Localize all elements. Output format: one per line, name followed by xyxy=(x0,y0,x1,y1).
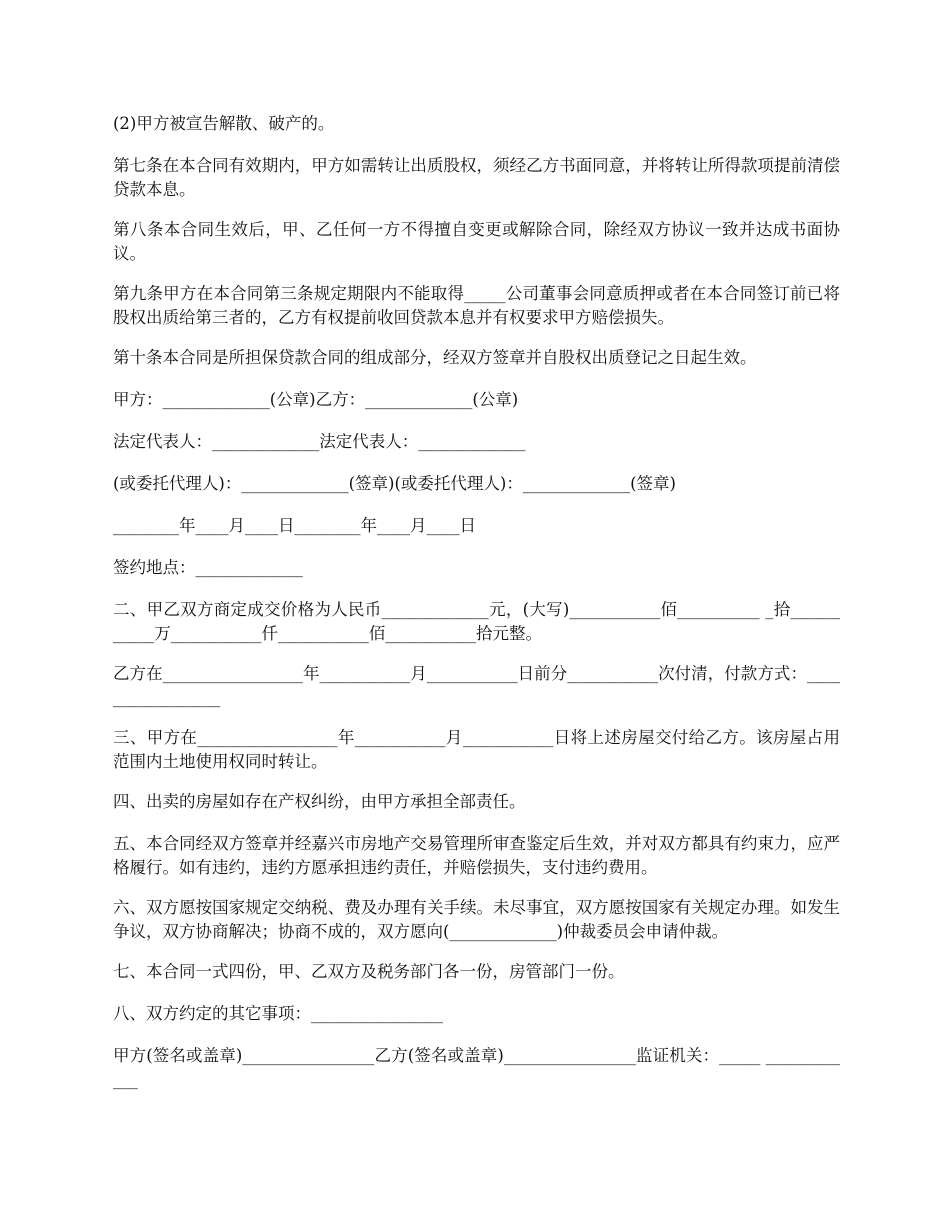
section-2-price: 二、甲乙双方商定成交价格为人民币_____________元，(大写)___________佰__________ _拾___________万___________仟___________佰___________拾元整。 xyxy=(113,600,840,643)
legal-representative-line: 法定代表人：_____________法定代表人：_____________ xyxy=(113,432,526,451)
clause-article-9: 第九条甲方在本合同第三条规定期限内不能取得_____公司董事会同意质押或者在本合同签订前已将股权出质给第三者的，乙方有权提前收回贷款本息并有权要求甲方赔偿损失。 xyxy=(113,284,840,327)
clause-article-10: 第十条本合同是所担保贷款合同的组成部分，经双方签章并自股权出质登记之日起生效。 xyxy=(113,348,757,367)
date-line: ________年____月____日________年____月____日 xyxy=(113,516,476,535)
party-seal-line: 甲方：_____________(公章)乙方：_____________(公章) xyxy=(113,390,519,409)
section-4-dispute: 四、出卖的房屋如存在产权纠纷，由甲方承担全部责任。 xyxy=(113,792,526,811)
clause-article-8: 第八条本合同生效后，甲、乙任何一方不得擅自变更或解除合同，除经双方协议一致并达成书面协议。 xyxy=(113,220,840,263)
signature-line: 甲方(签名或盖章)________________乙方(签名或盖章)________________监证机关：_____ ____________ xyxy=(113,1046,840,1089)
signing-place-line: 签约地点：_____________ xyxy=(113,558,303,577)
section-5-effect: 五、本合同经双方签章并经嘉兴市房地产交易管理所审查鉴定后生效，并对双方都具有约束力，应严格履行。如有违约，违约方愿承担违约责任，并赔偿损失，支付违约费用。 xyxy=(113,834,840,877)
section-6-taxes-arbitration: 六、双方愿按国家规定交纳税、费及办理有关手续。未尽事宜，双方愿按国家有关规定办理。如发生争议，双方协商解决；协商不成的，双方愿向(_____________)仲裁委员会申请仲裁。 xyxy=(113,898,840,941)
section-3-delivery: 三、甲方在_________________年___________月___________日将上述房屋交付给乙方。该房屋占用范围内土地使用权同时转让。 xyxy=(113,728,840,771)
document-body xyxy=(113,112,840,1108)
payment-terms: 乙方在_________________年___________月___________日前分___________次付清，付款方式：_________________ xyxy=(113,664,840,707)
section-7-copies: 七、本合同一式四份，甲、乙双方及税务部门各一份，房管部门一份。 xyxy=(113,962,625,981)
clause-2-bankruptcy: (2)甲方被宣告解散、破产的。 xyxy=(113,114,335,133)
clause-article-7: 第七条在本合同有效期内，甲方如需转让出质股权，须经乙方书面同意，并将转让所得款项提前清偿贷款本息。 xyxy=(113,156,840,199)
authorized-agent-line: (或委托代理人)：_____________(签章)(或委托代理人)：_____________(签章) xyxy=(113,474,676,493)
section-8-other-matters: 八、双方约定的其它事项：________________ xyxy=(113,1004,443,1023)
